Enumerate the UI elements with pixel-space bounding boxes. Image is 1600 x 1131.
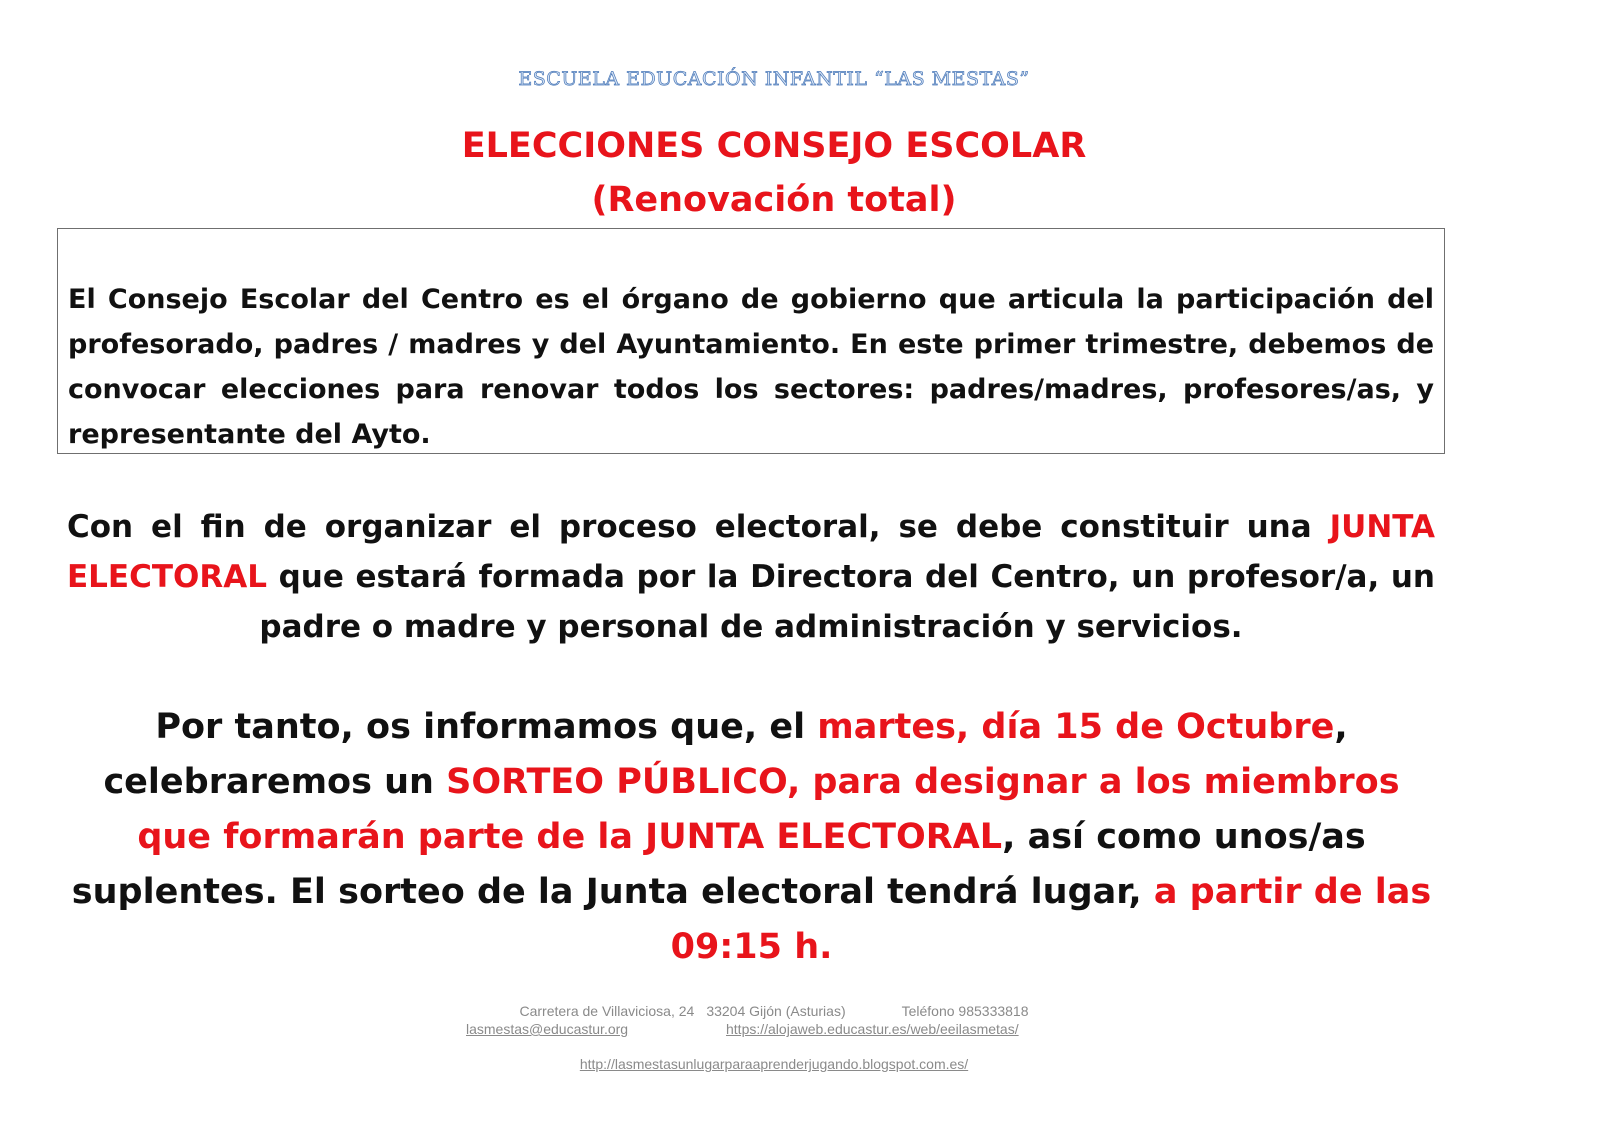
paragraph1-text-1: Con el fin de organizar el proceso electoral, se debe constituir una — [67, 509, 1330, 545]
document-subtitle: (Renovación total) — [591, 180, 957, 220]
footer-phone: Teléfono 985333818 — [901, 1003, 1029, 1019]
document-title: ELECCIONES CONSEJO ESCOLAR — [461, 126, 1087, 166]
info-box-text: El Consejo Escolar del Centro es el órgano de gobierno que articula la participación del profesorado, padres / madres y del Ayuntamiento. En este primer trimestre, debemos de convocar elecciones para renovar todos los sectores: padres/madres, profesores/as, y representante del Ayto. — [68, 284, 1434, 450]
paragraph2-highlight-date: martes, día 15 de Octubre — [817, 707, 1335, 747]
footer-email-link[interactable]: lasmestas@educastur.org — [466, 1021, 629, 1037]
footer-address: Carretera de Villaviciosa, 24 — [519, 1003, 695, 1019]
paragraph-junta-electoral — [67, 502, 1435, 652]
paragraph1-highlight-junta: JUNTA ELECTORAL — [67, 509, 1435, 595]
school-name: ESCUELA EDUCACIÓN INFANTIL “LAS MESTAS” — [518, 68, 1030, 90]
footer-website-link[interactable]: https://alojaweb.educastur.es/web/eeilasmetas/ — [726, 1021, 1019, 1037]
paragraph-sorteo — [70, 700, 1433, 975]
paragraph2-text-1: Por tanto, os informamos que, el — [155, 707, 818, 747]
footer-city: 33204 Gijón (Asturias) — [706, 1003, 846, 1019]
footer-blog-line — [0, 1056, 1548, 1072]
paragraph2-text-3: , así como unos/as suplentes. El sorteo de la Junta electoral tendrá lugar, — [71, 817, 1366, 912]
paragraph2-text-2: , celebraremos un — [103, 707, 1348, 802]
footer-contact-line — [0, 1003, 1548, 1019]
paragraph2-highlight-sorteo: SORTEO PÚBLICO, para designar a los miembros que formarán parte de la JUNTA ELECTORAL — [137, 762, 1400, 857]
paragraph1-text-2: que estará formada por la Directora del Centro, un profesor/a, un padre o madre y personal de administración y servicios. — [259, 559, 1435, 645]
footer-blog-link[interactable]: http://lasmestasunlugarparaaprenderjugando.blogspot.com.es/ — [579, 1056, 969, 1072]
info-box — [57, 228, 1445, 454]
paragraph2-highlight-time: a partir de las 09:15 h. — [670, 872, 1432, 967]
